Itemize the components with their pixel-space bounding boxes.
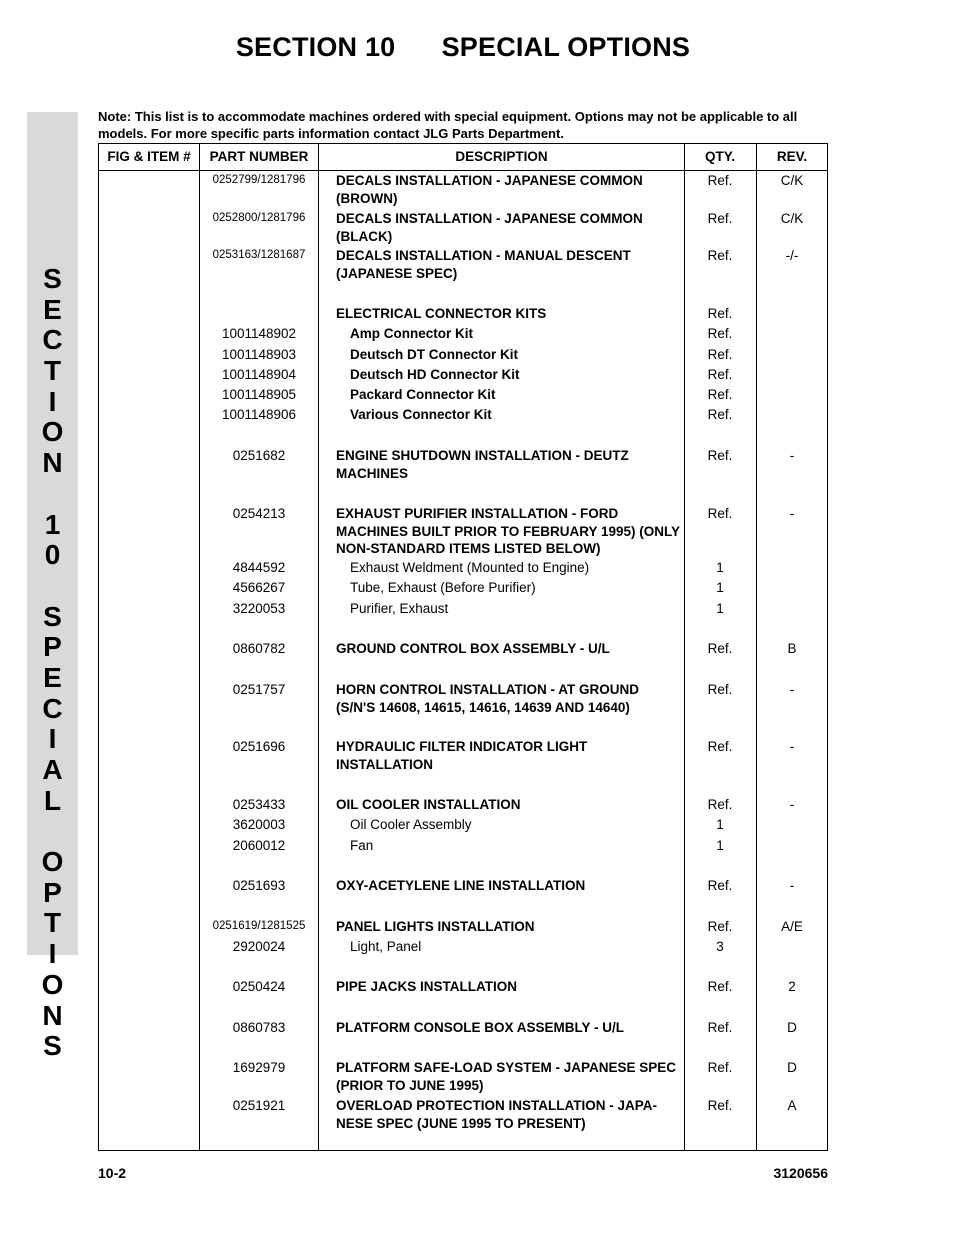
side-tab-letter: S xyxy=(43,263,62,294)
rev-cell: A/E xyxy=(781,919,803,934)
side-tab-letter: N xyxy=(42,999,63,1031)
part-number-cell: 2920024 xyxy=(232,939,286,954)
qty-cell: Ref. xyxy=(707,306,733,321)
description-cell: PIPE JACKS INSTALLATION xyxy=(336,979,518,994)
header-rev: REV. xyxy=(776,149,808,164)
qty-cell: 1 xyxy=(716,838,724,853)
part-number-cell: 0860782 xyxy=(232,641,286,656)
description-cell: GROUND CONTROL BOX ASSEMBLY - U/L xyxy=(336,641,610,656)
side-tab-letter: I xyxy=(48,385,57,417)
description-cell: PANEL LIGHTS INSTALLATION xyxy=(336,919,535,934)
side-tab-letter: P xyxy=(43,631,62,663)
qty-cell: Ref. xyxy=(707,682,733,697)
description-cell: DECALS INSTALLATION - MANUAL DESCENT (JAPANESE SPEC) xyxy=(336,248,631,281)
part-number-cell: 3620003 xyxy=(232,817,286,832)
header-description: DESCRIPTION xyxy=(455,149,548,164)
note-text: Note: This list is to accommodate machines ordered with special equipment. Options may not be applicable to all models. For more specific parts information contact JLG Parts Department. xyxy=(98,109,798,141)
part-number-cell: 0860783 xyxy=(232,1020,286,1035)
part-number-cell: 0252799/1281796 xyxy=(212,174,306,186)
side-tab-letters xyxy=(27,264,78,1062)
side-tab-letter: T xyxy=(43,355,62,387)
side-tab-letter xyxy=(27,816,78,847)
qty-cell: Ref. xyxy=(707,387,733,402)
rev-cell: C/K xyxy=(780,211,804,226)
description-cell: OVERLOAD PROTECTION INSTALLATION - JAPA-NESE SPEC (JUNE 1995 TO PRESENT) xyxy=(336,1098,657,1131)
qty-cell: Ref. xyxy=(707,797,733,812)
rev-cell: C/K xyxy=(780,173,804,188)
rev-cell: - xyxy=(789,797,795,812)
document-number: 3120656 xyxy=(773,1165,828,1181)
qty-cell: Ref. xyxy=(707,506,733,521)
qty-cell: Ref. xyxy=(707,248,733,263)
part-number-cell: 0253433 xyxy=(232,797,286,812)
rev-cell: - xyxy=(789,878,795,893)
qty-cell: 3 xyxy=(716,939,724,954)
side-tab-letter: N xyxy=(42,447,63,479)
description-cell: EXHAUST PURIFIER INSTALLATION - FORD MACHINES BUILT PRIOR TO FEBRUARY 1995) (ONLY NON-STANDARD ITEMS LISTED BELOW) xyxy=(336,506,680,556)
part-number-cell: 1001148906 xyxy=(221,407,297,422)
part-number-cell: 0250424 xyxy=(232,979,286,994)
qty-cell: Ref. xyxy=(707,878,733,893)
side-tab-letter: 1 xyxy=(44,508,61,540)
qty-cell: Ref. xyxy=(707,1098,733,1113)
qty-cell: Ref. xyxy=(707,641,733,656)
qty-cell: 1 xyxy=(716,817,724,832)
description-cell: PLATFORM SAFE-LOAD SYSTEM - JAPANESE SPEC (PRIOR TO JUNE 1995) xyxy=(336,1060,677,1093)
rev-cell: B xyxy=(787,641,797,656)
side-tab-letter: S xyxy=(43,600,62,632)
section-side-tab xyxy=(27,112,78,1062)
part-number-cell: 0251696 xyxy=(232,739,286,754)
description-cell: DECALS INSTALLATION - JAPANESE COMMON (BLACK) xyxy=(336,211,643,244)
description-cell: Purifier, Exhaust xyxy=(350,601,449,616)
part-number-cell: 4844592 xyxy=(232,560,286,575)
page-title: SECTION 10 SPECIAL OPTIONS xyxy=(235,32,691,62)
description-cell: Packard Connector Kit xyxy=(350,387,496,402)
description-cell: Deutsch DT Connector Kit xyxy=(350,347,519,362)
part-number-cell: 0251921 xyxy=(232,1098,286,1113)
side-tab-letter: 0 xyxy=(44,539,61,571)
rev-cell: A xyxy=(787,1098,797,1113)
description-cell: Amp Connector Kit xyxy=(350,326,473,341)
qty-cell: 1 xyxy=(716,601,724,616)
part-number-cell: 2060012 xyxy=(232,838,286,853)
qty-cell: Ref. xyxy=(707,979,733,994)
qty-cell: Ref. xyxy=(707,173,733,188)
qty-cell: Ref. xyxy=(707,407,733,422)
part-number-cell: 1001148902 xyxy=(221,326,297,341)
side-tab-letter: O xyxy=(41,416,64,448)
description-cell: Fan xyxy=(350,838,374,853)
side-tab-letter xyxy=(27,571,78,602)
description-cell: Exhaust Weldment (Mounted to Engine) xyxy=(350,560,590,575)
header-part-number: PART NUMBER xyxy=(209,149,309,164)
rev-cell: D xyxy=(787,1060,797,1075)
description-cell: OXY-ACETYLENE LINE INSTALLATION xyxy=(336,878,586,893)
rev-cell: - xyxy=(789,739,795,754)
description-cell: Light, Panel xyxy=(350,939,422,954)
qty-cell: Ref. xyxy=(707,347,733,362)
part-number-cell: 1001148904 xyxy=(221,367,297,382)
part-number-cell: 0251682 xyxy=(232,448,286,463)
side-tab-letter: C xyxy=(42,324,63,356)
side-tab-letter xyxy=(27,479,78,510)
side-tab-letter: O xyxy=(41,846,64,878)
part-number-cell: 0252800/1281796 xyxy=(212,212,306,224)
qty-cell: Ref. xyxy=(707,919,733,934)
part-number-cell: 1001148903 xyxy=(221,347,297,362)
side-tab-letter: E xyxy=(43,293,62,325)
side-tab-letter: A xyxy=(42,754,63,785)
part-number-cell: 3220053 xyxy=(232,601,286,616)
rev-cell: D xyxy=(787,1020,797,1035)
side-tab-letter: P xyxy=(43,876,62,908)
qty-cell: Ref. xyxy=(707,739,733,754)
qty-cell: Ref. xyxy=(707,211,733,226)
header-qty: QTY. xyxy=(704,149,735,164)
part-number-cell: 1001148905 xyxy=(221,387,297,402)
description-cell: Tube, Exhaust (Before Purifier) xyxy=(350,580,536,595)
description-cell: ENGINE SHUTDOWN INSTALLATION - DEUTZ MACHINES xyxy=(336,448,629,481)
description-cell: Deutsch HD Connector Kit xyxy=(350,367,520,382)
parts-table xyxy=(98,143,828,1151)
side-tab-letter: E xyxy=(43,661,62,693)
side-tab-letter: L xyxy=(43,784,62,816)
description-cell: Oil Cooler Assembly xyxy=(350,817,472,832)
qty-cell: Ref. xyxy=(707,448,733,463)
column-divider xyxy=(318,144,319,1150)
qty-cell: 1 xyxy=(716,560,724,575)
part-number-cell: 0253163/1281687 xyxy=(212,249,306,261)
description-cell: HYDRAULIC FILTER INDICATOR LIGHT INSTALLATION xyxy=(336,739,588,772)
side-tab-letter: C xyxy=(42,692,63,724)
rev-cell: - xyxy=(789,506,795,521)
description-cell: PLATFORM CONSOLE BOX ASSEMBLY - U/L xyxy=(336,1020,625,1035)
qty-cell: Ref. xyxy=(707,367,733,382)
qty-cell: Ref. xyxy=(707,1020,733,1035)
side-tab-letter: O xyxy=(41,968,64,1000)
description-cell: ELECTRICAL CONNECTOR KITS xyxy=(336,306,547,321)
part-number-cell: 4566267 xyxy=(232,580,286,595)
page-number: 10-2 xyxy=(98,1165,127,1181)
side-tab-letter: I xyxy=(48,723,57,755)
rev-cell: - xyxy=(789,682,795,697)
part-number-cell: 0251693 xyxy=(232,878,286,893)
description-cell: Various Connector Kit xyxy=(350,407,492,422)
description-cell: DECALS INSTALLATION - JAPANESE COMMON (BROWN) xyxy=(336,173,643,206)
header-divider xyxy=(99,170,827,171)
part-number-cell: 0254213 xyxy=(232,506,286,521)
side-tab-letter: I xyxy=(48,938,57,970)
rev-cell: 2 xyxy=(788,979,796,994)
qty-cell: Ref. xyxy=(707,326,733,341)
side-tab-letter: T xyxy=(43,907,62,939)
rev-cell: -/- xyxy=(785,248,799,263)
part-number-cell: 1692979 xyxy=(232,1060,286,1075)
description-cell: HORN CONTROL INSTALLATION - AT GROUND (S/N'S 14608, 14615, 14616, 14639 AND 14640) xyxy=(336,682,639,715)
part-number-cell: 0251619/1281525 xyxy=(212,920,306,932)
description-cell: OIL COOLER INSTALLATION xyxy=(336,797,521,812)
rev-cell: - xyxy=(789,448,795,463)
side-tab-letter: S xyxy=(43,1030,62,1062)
part-number-cell: 0251757 xyxy=(232,682,286,697)
header-fig-item: FIG & ITEM # xyxy=(107,149,191,164)
qty-cell: Ref. xyxy=(707,1060,733,1075)
qty-cell: 1 xyxy=(716,580,724,595)
